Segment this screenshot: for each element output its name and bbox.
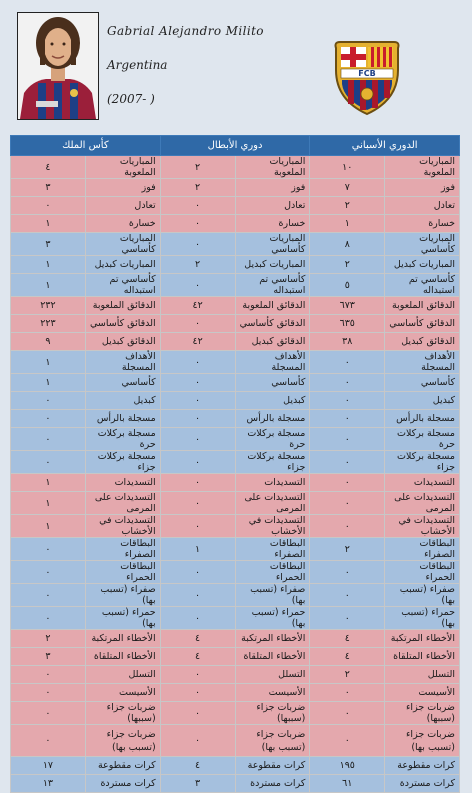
stat-row [11, 515, 460, 538]
stat-label: المباريات الملعوبة [235, 156, 310, 179]
stat-label: المباريات كبديل [385, 256, 460, 274]
stat-value: ٠ [310, 725, 385, 757]
stat-row [11, 584, 460, 607]
stat-label: التسديدات [235, 474, 310, 492]
stat-label: كبديل [235, 392, 310, 410]
stat-value: ٠ [11, 666, 86, 684]
stat-label: الأخطاء المرتكبة [385, 630, 460, 648]
stat-label: التسديدات في الأخشاب [385, 515, 460, 538]
stat-value: ٠ [11, 538, 86, 561]
stat-label: كأساسي تم استبداله [385, 274, 460, 297]
stat-value: ٠ [160, 428, 235, 451]
stat-row [11, 374, 460, 392]
stat-row [11, 725, 460, 757]
stat-label: تعادل [85, 197, 160, 215]
stat-label: فوز [85, 179, 160, 197]
profile-header [0, 0, 472, 128]
stat-value: ٠ [310, 561, 385, 584]
stats-body [11, 156, 460, 793]
stat-value: ٠ [310, 474, 385, 492]
stat-label: التسديدات على المرمى [235, 492, 310, 515]
stat-value: ٠ [310, 451, 385, 474]
stat-value: ١ [11, 351, 86, 374]
stat-label: المباريات الملعوبة [385, 156, 460, 179]
stat-value: ١ [310, 215, 385, 233]
stat-row [11, 333, 460, 351]
stat-value: ٦٧٣ [310, 297, 385, 315]
stat-value: ٠ [310, 351, 385, 374]
stat-label: المباريات كأساسي [235, 233, 310, 256]
stat-label: التسلل [385, 666, 460, 684]
stat-label: الدقائق كأساسي [85, 315, 160, 333]
stat-value: ٤ [310, 648, 385, 666]
stat-label: كأساسي [385, 374, 460, 392]
stat-label: التسلل [235, 666, 310, 684]
player-photo [17, 12, 99, 120]
stat-label: ضربات جزاء (تسبب بها) [85, 725, 160, 757]
stat-value: ٠ [310, 392, 385, 410]
stat-value: ٣ [11, 648, 86, 666]
stat-value: ٠ [310, 702, 385, 725]
stat-label: الأسيست [235, 684, 310, 702]
stat-label: كأساسي [85, 374, 160, 392]
stat-row [11, 666, 460, 684]
stat-value: ٩ [11, 333, 86, 351]
stat-label: فوز [385, 179, 460, 197]
stat-label: كأساسي [235, 374, 310, 392]
stat-label: البطاقات الحمراء [235, 561, 310, 584]
stat-value: ٠ [160, 374, 235, 392]
stat-label: حمراء (تسبب بها) [385, 607, 460, 630]
player-name: Gabrial Alejandro Milito [107, 24, 264, 38]
stat-value: ٠ [160, 492, 235, 515]
stat-value: ٢ [310, 538, 385, 561]
stat-value: ٠ [160, 233, 235, 256]
stat-label: مسجلة بالرأس [235, 410, 310, 428]
stat-value: ١ [160, 538, 235, 561]
stat-row [11, 538, 460, 561]
stats-table [10, 135, 460, 793]
stat-label: التسديدات [85, 474, 160, 492]
stat-value: ٠ [310, 684, 385, 702]
stat-label: الدقائق كبديل [385, 333, 460, 351]
stat-value: ١ [11, 474, 86, 492]
stat-label: ضربات جزاء (سببها) [85, 702, 160, 725]
stat-label: ضربات جزاء (تسبب بها) [385, 725, 460, 757]
stat-label: كأساسي تم استبداله [85, 274, 160, 297]
stat-value: ٠ [11, 725, 86, 757]
stat-label: البطاقات الحمراء [385, 561, 460, 584]
stat-label: المباريات كأساسي [385, 233, 460, 256]
stat-label: الأهداف المسجلة [85, 351, 160, 374]
stat-row [11, 702, 460, 725]
stat-value: ٢ [310, 666, 385, 684]
stat-label: كأساسي تم استبداله [235, 274, 310, 297]
stat-label: مسجلة بالرأس [385, 410, 460, 428]
stat-label: حمراء (تسبب بها) [85, 607, 160, 630]
stat-value: ٠ [160, 215, 235, 233]
stat-label: الأهداف المسجلة [235, 351, 310, 374]
stat-row [11, 197, 460, 215]
stat-label: مسجلة بركلات حرة [235, 428, 310, 451]
stat-label: كرات مستردة [235, 775, 310, 793]
stat-value: ٠ [160, 515, 235, 538]
stat-label: الأسيست [85, 684, 160, 702]
stat-value: ٠ [11, 561, 86, 584]
stat-value: ٦٣٥ [310, 315, 385, 333]
stat-label: كرات مقطوعة [235, 757, 310, 775]
stat-value: ٠ [160, 451, 235, 474]
stat-label: ضربات جزاء (سببها) [385, 702, 460, 725]
stat-value: ٠ [11, 607, 86, 630]
stat-label: الدقائق الملعوبة [385, 297, 460, 315]
stat-value: ٠ [310, 584, 385, 607]
stat-row [11, 297, 460, 315]
stat-label: كرات مستردة [85, 775, 160, 793]
stat-value: ٣ [160, 775, 235, 793]
stat-label: البطاقات الصفراء [85, 538, 160, 561]
player-info [107, 16, 317, 118]
stat-row [11, 256, 460, 274]
stat-row [11, 274, 460, 297]
stat-label: كرات مستردة [385, 775, 460, 793]
stat-label: كرات مقطوعة [85, 757, 160, 775]
stat-row [11, 215, 460, 233]
stat-value: ٠ [160, 666, 235, 684]
stat-label: الأخطاء المتلقاة [235, 648, 310, 666]
stat-value: ١٧ [11, 757, 86, 775]
stat-value: ٢٣٢ [11, 297, 86, 315]
stat-value: ٢ [310, 197, 385, 215]
stat-value: ٧ [310, 179, 385, 197]
stat-label: صفراء (تسبب بها) [235, 584, 310, 607]
stat-label: الدقائق الملعوبة [235, 297, 310, 315]
stat-label: تعادل [385, 197, 460, 215]
stat-value: ٢ [160, 179, 235, 197]
stat-value: ٠ [160, 197, 235, 215]
stat-value: ٠ [160, 584, 235, 607]
stat-label: الأخطاء المتلقاة [85, 648, 160, 666]
stat-row [11, 179, 460, 197]
stat-label: الدقائق الملعوبة [85, 297, 160, 315]
stat-label: مسجلة بركلات حرة [385, 428, 460, 451]
stat-label: مسجلة بركلات جزاء [85, 451, 160, 474]
stat-row [11, 648, 460, 666]
stat-label: الأهداف المسجلة [385, 351, 460, 374]
stat-value: ٠ [160, 607, 235, 630]
stat-value: ١ [11, 374, 86, 392]
stat-label: كبديل [385, 392, 460, 410]
stat-value: ٠ [11, 584, 86, 607]
stat-label: كرات مقطوعة [385, 757, 460, 775]
stat-row [11, 775, 460, 793]
stat-value: ٤ [310, 630, 385, 648]
stat-row [11, 474, 460, 492]
stat-label: المباريات كبديل [235, 256, 310, 274]
stat-value: ٤٢ [160, 333, 235, 351]
stat-value: ١٣ [11, 775, 86, 793]
stat-value: ٠ [160, 702, 235, 725]
stat-label: مسجلة بركلات حرة [85, 428, 160, 451]
stat-value: ٠ [160, 561, 235, 584]
stat-value: ٢ [11, 630, 86, 648]
stat-label: الدقائق كأساسي [385, 315, 460, 333]
stat-value: ١٠ [310, 156, 385, 179]
stat-value: ٠ [310, 607, 385, 630]
stat-row [11, 561, 460, 584]
stat-value: ٢٢٣ [11, 315, 86, 333]
stat-row [11, 757, 460, 775]
stat-value: ٤ [160, 757, 235, 775]
stat-value: ١ [11, 274, 86, 297]
stat-label: الدقائق كبديل [235, 333, 310, 351]
stat-value: ٥ [310, 274, 385, 297]
stat-label: البطاقات الحمراء [85, 561, 160, 584]
stat-row [11, 351, 460, 374]
column-header-liga: الدوري الأسباني [310, 136, 460, 156]
stat-label: المباريات الملعوبة [85, 156, 160, 179]
stat-label: كبديل [85, 392, 160, 410]
column-header-champions: دوري الأبطال [160, 136, 310, 156]
stat-label: الأخطاء المرتكبة [85, 630, 160, 648]
stat-value: ٤ [160, 648, 235, 666]
stat-value: ٠ [310, 410, 385, 428]
stat-row [11, 410, 460, 428]
stat-row [11, 392, 460, 410]
stat-value: ٤ [11, 156, 86, 179]
stat-value: ٠ [310, 374, 385, 392]
stat-label: الأسيست [385, 684, 460, 702]
stat-row [11, 684, 460, 702]
stat-value: ٢ [310, 256, 385, 274]
stat-row [11, 607, 460, 630]
stat-label: خسارة [85, 215, 160, 233]
stat-value: ١ [11, 492, 86, 515]
stat-label: فوز [235, 179, 310, 197]
stat-value: ٦١ [310, 775, 385, 793]
stat-value: ٠ [160, 274, 235, 297]
stat-label: التسديدات في الأخشاب [235, 515, 310, 538]
stat-value: ٠ [160, 474, 235, 492]
stat-label: خسارة [235, 215, 310, 233]
stat-value: ٣ [11, 233, 86, 256]
stat-row [11, 315, 460, 333]
stat-label: مسجلة بركلات جزاء [235, 451, 310, 474]
stat-value: ٤٢ [160, 297, 235, 315]
stat-label: الأخطاء المرتكبة [235, 630, 310, 648]
stat-label: المباريات كبديل [85, 256, 160, 274]
stat-row [11, 492, 460, 515]
stat-value: ٠ [160, 410, 235, 428]
stat-value: ٠ [310, 428, 385, 451]
stat-value: ٠ [160, 725, 235, 757]
stat-label: البطاقات الصفراء [385, 538, 460, 561]
stat-value: ٣ [11, 179, 86, 197]
stat-value: ٠ [11, 197, 86, 215]
stat-label: صفراء (تسبب بها) [85, 584, 160, 607]
stat-label: ضربات جزاء (تسبب بها) [235, 725, 310, 757]
stat-value: ٠ [11, 702, 86, 725]
stat-label: التسديدات في الأخشاب [85, 515, 160, 538]
stat-value: ٠ [160, 315, 235, 333]
fcb-crest-logo [328, 40, 406, 116]
stat-value: ٠ [11, 410, 86, 428]
stat-label: التسديدات [385, 474, 460, 492]
stat-label: تعادل [235, 197, 310, 215]
stat-label: التسلل [85, 666, 160, 684]
stat-value: ٤ [160, 630, 235, 648]
stat-value: ٠ [160, 351, 235, 374]
stat-label: الدقائق كأساسي [235, 315, 310, 333]
stat-value: ٠ [160, 392, 235, 410]
stat-value: ٠ [11, 684, 86, 702]
stat-label: التسديدات على المرمى [385, 492, 460, 515]
stat-value: ٠ [11, 451, 86, 474]
stat-row [11, 630, 460, 648]
stat-label: المباريات كأساسي [85, 233, 160, 256]
stat-value: ٠ [11, 428, 86, 451]
player-country: Argentina [107, 58, 168, 72]
stat-label: التسديدات على المرمى [85, 492, 160, 515]
stat-value: ٣٨ [310, 333, 385, 351]
stat-value: ٠ [310, 492, 385, 515]
stat-label: خسارة [385, 215, 460, 233]
stat-label: مسجلة بالرأس [85, 410, 160, 428]
stat-value: ٠ [11, 392, 86, 410]
stat-label: مسجلة بركلات جزاء [385, 451, 460, 474]
stat-row [11, 451, 460, 474]
stat-row [11, 233, 460, 256]
stat-value: ٠ [160, 684, 235, 702]
stat-label: الدقائق كبديل [85, 333, 160, 351]
stat-row [11, 428, 460, 451]
stats-header-row [11, 136, 460, 156]
stat-row [11, 156, 460, 179]
stat-label: حمراء (تسبب بها) [235, 607, 310, 630]
stat-label: صفراء (تسبب بها) [385, 584, 460, 607]
stat-value: ٢ [160, 256, 235, 274]
stat-value: ١ [11, 515, 86, 538]
stat-value: ٨ [310, 233, 385, 256]
stat-label: ضربات جزاء (سببها) [235, 702, 310, 725]
column-header-copa: كأس الملك [11, 136, 161, 156]
stat-value: ٢ [160, 156, 235, 179]
stat-label: البطاقات الصفراء [235, 538, 310, 561]
stat-value: ١ [11, 256, 86, 274]
stat-label: الأخطاء المتلقاة [385, 648, 460, 666]
stat-value: ١٩٥ [310, 757, 385, 775]
player-period: (2007- ) [107, 92, 155, 106]
stat-value: ١ [11, 215, 86, 233]
svg-text:FCB: FCB [358, 69, 376, 78]
stat-value: ٠ [310, 515, 385, 538]
